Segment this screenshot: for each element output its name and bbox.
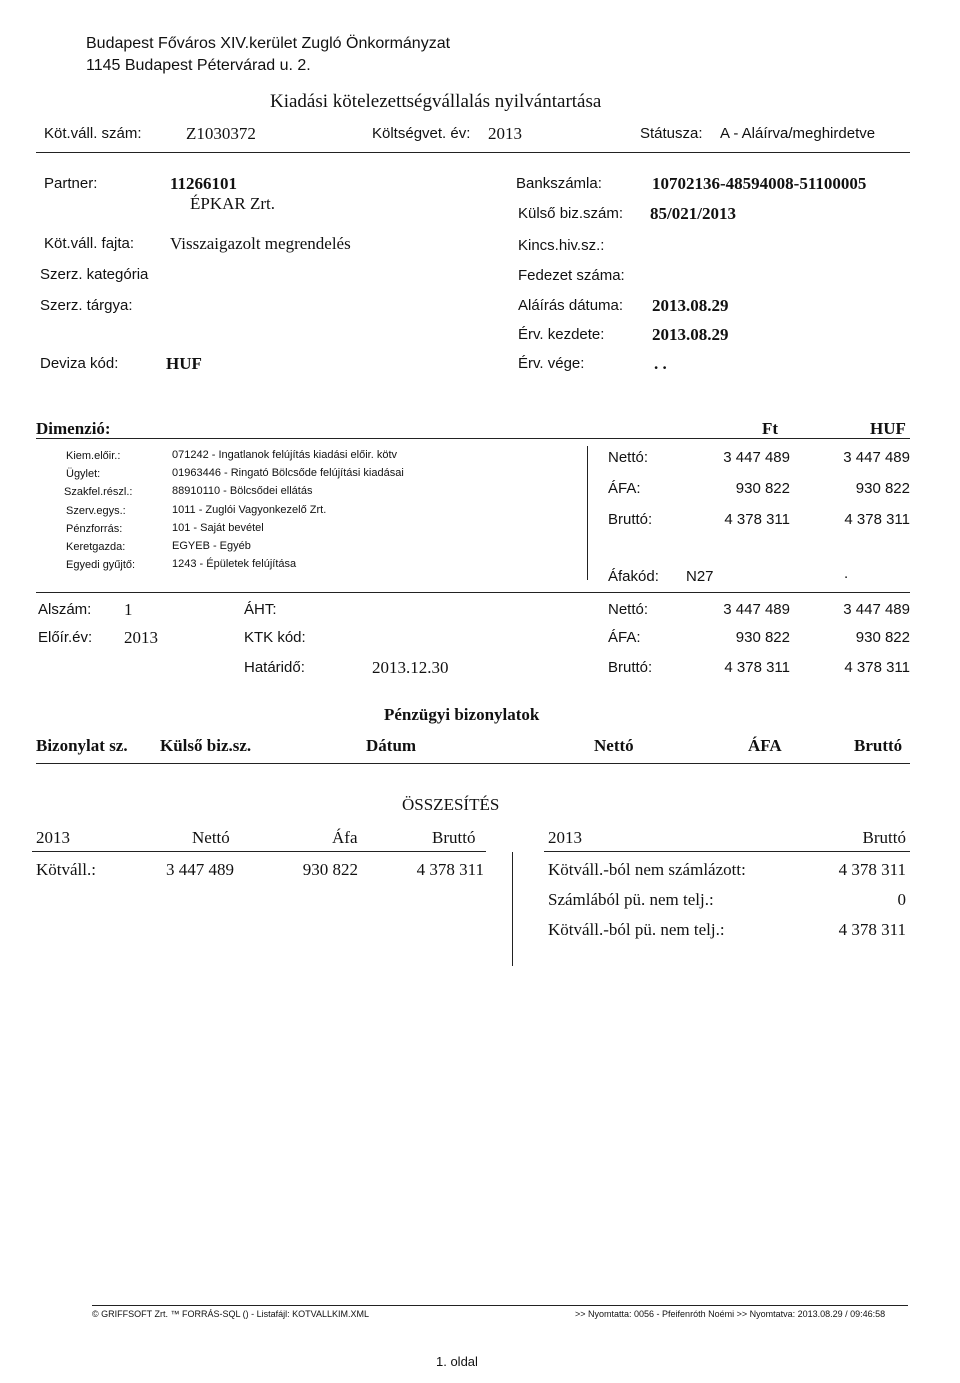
footer-left: © GRIFFSOFT Zrt. ™ FORRÁS-SQL () - Listafájl: KOTVALLKIM.XML — [92, 1309, 370, 1319]
alszam-brutto-label: Bruttó: — [608, 659, 653, 676]
ossz-left-brutto-header: Bruttó — [432, 828, 476, 847]
koltsegvet-ev: 2013 — [488, 124, 522, 143]
ossz-kotvall-netto: 3 447 489 — [166, 860, 234, 879]
header-divider — [36, 152, 910, 153]
ossz-left-year: 2013 — [36, 828, 70, 847]
alszam-brutto-huf: 4 378 311 — [844, 659, 910, 676]
col-ft-header: Ft — [762, 419, 779, 438]
ossz-left-afa-header: Áfa — [332, 828, 358, 847]
hatarido-label: Határidő: — [244, 659, 305, 676]
ossz-szamlabol: 0 — [897, 890, 906, 909]
dim-label-szakfel: Szakfel.részl.: — [64, 486, 133, 498]
afakod-mark: . — [844, 565, 849, 582]
ossz-pu-nem-telj-label: Kötváll.-ból pü. nem telj.: — [548, 920, 725, 939]
dim-value-penzforras: 101 - Saját bevétel — [172, 522, 264, 534]
kategoria-label: Szerz. kategória — [40, 266, 149, 283]
dim-netto-ft: 3 447 489 — [723, 449, 790, 466]
biz-header-datum: Dátum — [366, 736, 417, 755]
fedezet-label: Fedezet száma: — [518, 267, 625, 284]
alairas: 2013.08.29 — [652, 296, 729, 315]
dim-label-keretgazda: Keretgazda: — [66, 541, 126, 553]
afakod-label: Áfakód: — [608, 568, 659, 585]
kulso: 85/021/2013 — [650, 204, 736, 223]
amounts-separator — [587, 446, 588, 580]
ossz-right-year: 2013 — [548, 828, 582, 847]
erv-vege-label: Érv. vége: — [518, 355, 585, 372]
erv-vege: . . — [654, 354, 667, 373]
partner-id: 11266101 — [170, 174, 238, 193]
dim-brutto-label: Bruttó: — [608, 511, 653, 528]
alszam-divider — [36, 592, 910, 593]
alszam-netto-huf: 3 447 489 — [843, 601, 910, 618]
koltsegvet-ev-label: Költségvet. év: — [372, 125, 471, 142]
dimenzio-divider — [36, 438, 910, 439]
alszam-brutto-ft: 4 378 311 — [724, 659, 790, 676]
dim-label-egyedi: Egyedi gyűjtő: — [66, 559, 136, 571]
dim-label-ugylet: Ügylet: — [66, 468, 101, 480]
statusz-label: Státusza: — [640, 125, 703, 142]
biz-header-kulso: Külső biz.sz. — [160, 736, 252, 755]
dim-value-szakfel: 88910110 - Bölcsődei ellátás — [172, 485, 313, 497]
alszam-netto-label: Nettó: — [608, 601, 649, 618]
ossz-left-netto-header: Nettó — [192, 828, 230, 847]
org-name: Budapest Főváros XIV.kerület Zugló Önkormányzat — [86, 35, 451, 52]
aht-label: ÁHT: — [244, 601, 277, 618]
bankszamla: 10702136-48594008-51100005 — [652, 174, 867, 193]
biz-header-afa: ÁFA — [748, 736, 782, 755]
page-title: Kiadási kötelezettségvállalás nyilvántartása — [270, 91, 602, 112]
dim-netto-huf: 3 447 489 — [843, 449, 910, 466]
dim-brutto-huf: 4 378 311 — [844, 511, 910, 528]
biz-header-brutto: Bruttó — [854, 736, 903, 755]
erv-kezdete: 2013.08.29 — [652, 325, 729, 344]
kincs-label: Kincs.hiv.sz.: — [518, 237, 605, 254]
dim-label-kiem: Kiem.előir.: — [66, 450, 121, 462]
alszam: 1 — [124, 600, 133, 619]
fajta-label: Köt.váll. fajta: — [44, 235, 135, 252]
dim-afa-ft: 930 822 — [735, 480, 790, 497]
ossz-separator — [512, 852, 513, 966]
erv-kezdete-label: Érv. kezdete: — [518, 326, 605, 343]
osszesites-title: ÖSSZESÍTÉS — [402, 795, 500, 814]
biz-header-szam: Bizonylat sz. — [36, 736, 128, 755]
dim-value-keretgazda: EGYEB - Egyéb — [172, 540, 251, 552]
org-address: 1145 Budapest Pétervárad u. 2. — [86, 57, 311, 74]
alszam-afa-ft: 930 822 — [735, 629, 790, 646]
alszam-afa-label: ÁFA: — [608, 629, 641, 646]
afakod: N27 — [686, 568, 714, 585]
biz-header-netto: Nettó — [594, 736, 634, 755]
page-number: 1. oldal — [436, 1354, 478, 1369]
col-huf-header: HUF — [870, 419, 906, 438]
statusz: A - Aláírva/meghirdetve — [720, 125, 876, 142]
fajta: Visszaigazolt megrendelés — [170, 234, 351, 253]
hatarido: 2013.12.30 — [372, 658, 449, 677]
ossz-szamlabol-label: Számlából pü. nem telj.: — [548, 890, 714, 909]
ktk-label: KTK kód: — [244, 629, 306, 646]
alszam-afa-huf: 930 822 — [855, 629, 910, 646]
dim-afa-label: ÁFA: — [608, 480, 641, 497]
dim-label-szerv: Szerv.egys.: — [66, 505, 126, 517]
bizonylatok-title: Pénzügyi bizonylatok — [384, 705, 540, 724]
eloir: 2013 — [124, 628, 158, 647]
dim-value-ugylet: 01963446 - Ringató Bölcsőde felújítási kiadásai — [172, 467, 404, 479]
deviza-label: Deviza kód: — [40, 355, 119, 372]
ossz-right-brutto-header: Bruttó — [862, 828, 906, 847]
footer-divider — [92, 1305, 908, 1306]
kotvall-szam-label: Köt.váll. szám: — [44, 125, 142, 142]
ossz-pu-nem-telj: 4 378 311 — [838, 920, 906, 939]
partner-label: Partner: — [44, 175, 98, 192]
dim-netto-label: Nettó: — [608, 449, 649, 466]
bankszamla-label: Bankszámla: — [516, 175, 602, 192]
kotvall-szam: Z1030372 — [186, 124, 256, 143]
ossz-nem-szamlazott-label: Kötváll.-ból nem számlázott: — [548, 860, 746, 879]
dim-value-egyedi: 1243 - Épületek felújítása — [172, 558, 297, 570]
alszam-label: Alszám: — [38, 601, 92, 618]
ossz-right-divider — [544, 851, 910, 852]
eloir-label: Előír.év: — [38, 629, 93, 646]
footer-right: >> Nyomtatta: 0056 - Pfeifenróth Noémi >> Nyomtatva: 2013.08.29 / 09:46:58 — [575, 1309, 886, 1319]
ossz-nem-szamlazott: 4 378 311 — [838, 860, 906, 879]
dim-value-szerv: 1011 - Zuglói Vagyonkezelő Zrt. — [172, 504, 327, 516]
ossz-left-divider — [32, 851, 486, 852]
dim-brutto-ft: 4 378 311 — [724, 511, 790, 528]
targya-label: Szerz. tárgya: — [40, 297, 133, 314]
ossz-kotvall-afa: 930 822 — [302, 860, 358, 879]
kulso-label: Külső biz.szám: — [518, 205, 624, 222]
ossz-kotvall-label: Kötváll.: — [36, 860, 96, 879]
dim-label-penzforras: Pénzforrás: — [66, 523, 123, 535]
ossz-kotvall-brutto: 4 378 311 — [416, 860, 484, 879]
deviza: HUF — [166, 354, 202, 373]
bizonylatok-divider — [36, 763, 910, 764]
dim-value-kiem: 071242 - Ingatlanok felújítás kiadási előir. kötv — [172, 449, 398, 461]
dimenzio-title: Dimenzió: — [36, 419, 111, 438]
alszam-netto-ft: 3 447 489 — [723, 601, 790, 618]
dim-afa-huf: 930 822 — [855, 480, 910, 497]
alairas-label: Aláírás dátuma: — [518, 297, 624, 314]
partner-name: ÉPKAR Zrt. — [190, 194, 275, 213]
